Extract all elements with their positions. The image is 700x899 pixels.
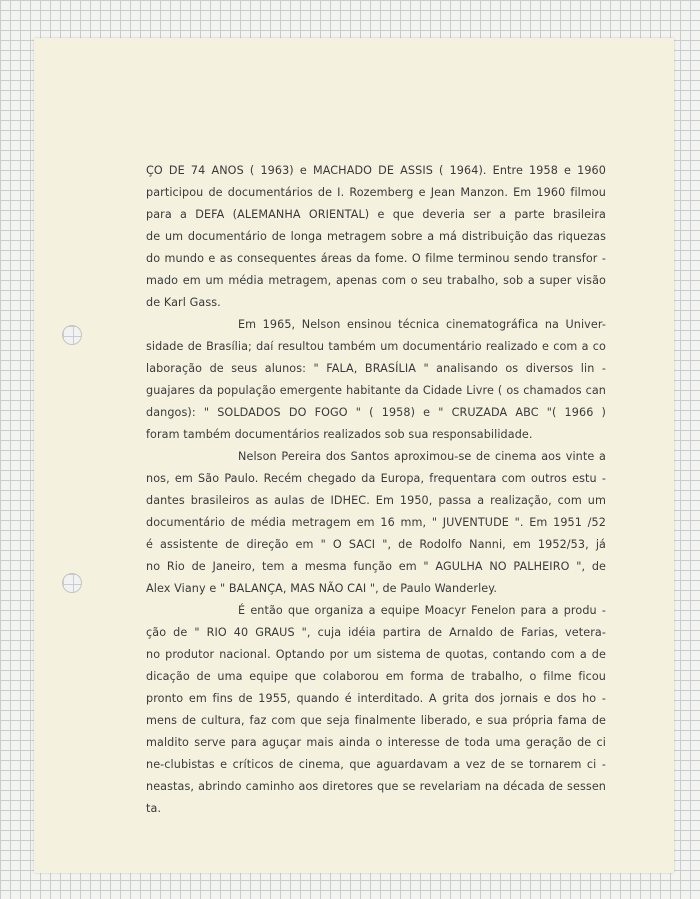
text-line: para a DEFA (ALEMANHA ORIENTAL) e que deveria ser a parte brasileira (146, 208, 606, 221)
text-line: maldito serve para aguçar mais ainda o interesse de toda uma geração de ci (146, 736, 606, 749)
text-line: Alex Viany e " BALANÇA, MAS NÃO CAI ", de Paulo Wanderley. (146, 582, 498, 595)
text-line: nos, em São Paulo. Recém chegado da Europa, frequentara com outros estu - (146, 472, 606, 485)
paragraph-start-line: Nelson Pereira dos Santos aproximou-se de cinema aos vinte a (238, 450, 606, 463)
text-line: documentário de média metragem em 16 mm, " JUVENTUDE ". Em 1951 /52 (146, 516, 606, 529)
text-line: no produtor nacional. Optando por um sistema de quotas, contando com a de (146, 648, 606, 661)
text-line: dantes brasileiros as aulas de IDHEC. Em 1950, passa a realização, com um (146, 494, 606, 507)
text-line: pronto em fins de 1955, quando é interditado. A grita dos jornais e dos ho - (146, 692, 606, 705)
document-body (146, 160, 606, 820)
document-page (34, 38, 674, 873)
text-line: laboração de seus alunos: " FALA, BRASÍLIA " analisando os diversos lin - (146, 362, 606, 375)
text-line: sidade de Brasília; daí resultou também um documentário realizado e com a co (146, 340, 606, 353)
punch-hole-bottom (62, 573, 82, 593)
text-line: é assistente de direção em " O SACI ", de Rodolfo Nanni, em 1952/53, já (146, 538, 606, 551)
text-line: de Karl Gass. (146, 296, 221, 309)
punch-hole-top (62, 325, 82, 345)
paragraph-start-line: Em 1965, Nelson ensinou técnica cinematográfica na Univer- (238, 318, 606, 331)
text-line: no Rio de Janeiro, tem a mesma função em " AGULHA NO PALHEIRO ", de (146, 560, 606, 573)
text-line: ne-clubistas e críticos de cinema, que aguardavam a vez de se tornarem ci - (146, 758, 606, 771)
text-line: mens de cultura, faz com que seja finalmente liberado, e sua própria fama de (146, 714, 606, 727)
text-line: neastas, abrindo caminho aos diretores que se revelariam na década de sessen (146, 780, 606, 793)
text-line: ÇO DE 74 ANOS ( 1963) e MACHADO DE ASSIS ( 1964). Entre 1958 e 1960 (146, 164, 606, 177)
text-line: de um documentário de longa metragem sobre a má distribuição das riquezas (146, 230, 606, 243)
text-line: foram também documentários realizados sob sua responsabilidade. (146, 428, 533, 441)
text-line: mado em um média metragem, apenas com o seu trabalho, sob a super visão (146, 274, 606, 287)
text-line: dicação de uma equipe que colaborou em forma de trabalho, o filme ficou (146, 670, 606, 683)
text-line: participou de documentários de I. Rozemberg e Jean Manzon. Em 1960 filmou (146, 186, 606, 199)
text-line: do mundo e as consequentes áreas da fome. O filme terminou sendo transfor - (146, 252, 606, 265)
text-line: ção de " RIO 40 GRAUS ", cuja idéia partira de Arnaldo de Farias, vetera- (146, 626, 606, 639)
text-line: dangos): " SOLDADOS DO FOGO " ( 1958) e " CRUZADA ABC "( 1966 ) (146, 406, 606, 419)
text-line: ta. (146, 802, 162, 815)
paragraph-start-line: É então que organiza a equipe Moacyr Fenelon para a produ - (238, 604, 606, 617)
text-line: guajares da população emergente habitante da Cidade Livre ( os chamados can (146, 384, 606, 397)
